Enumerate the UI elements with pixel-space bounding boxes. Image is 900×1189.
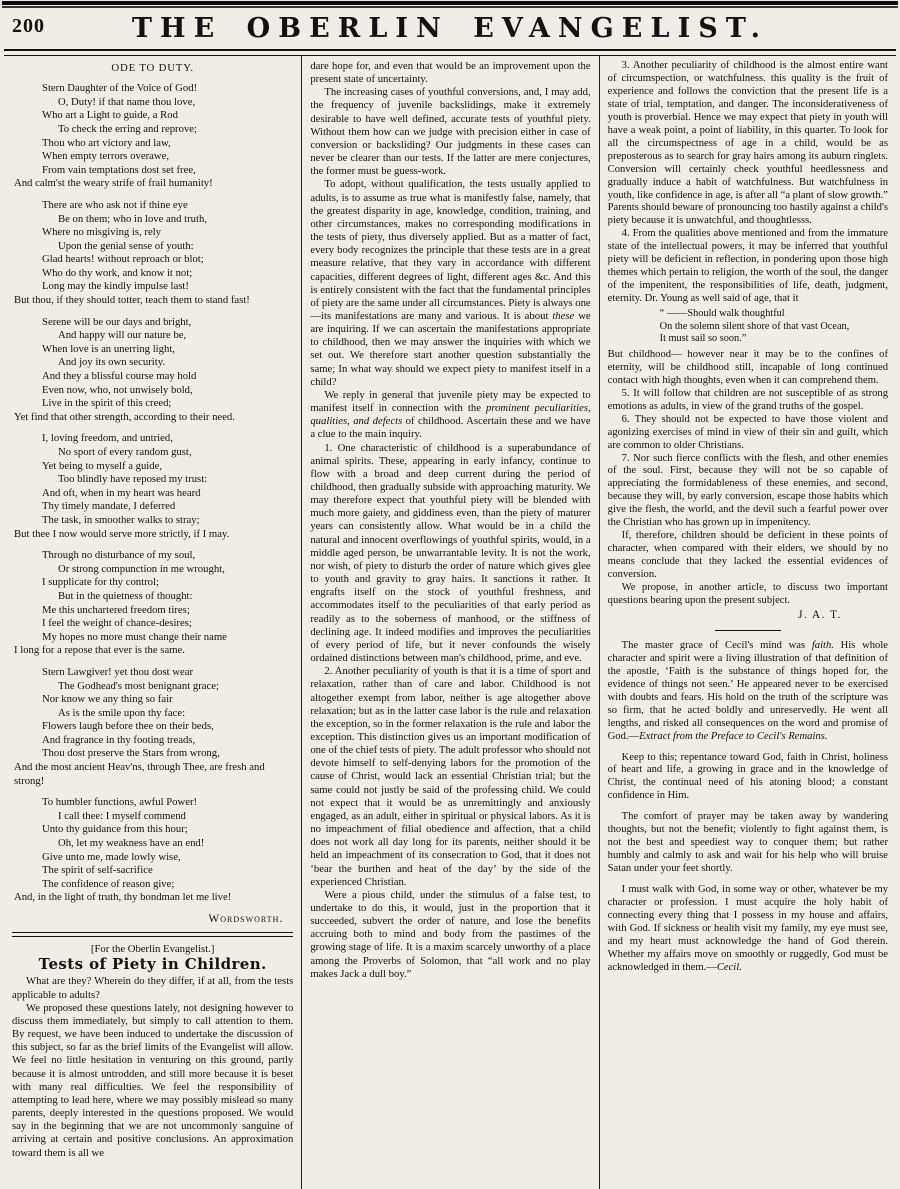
- poem-line: When love is an unerring light,: [42, 342, 175, 355]
- poem-line: Be on them; who in love and truth,: [58, 212, 208, 225]
- poem-line: Glad hearts! without reproach or blot;: [42, 253, 204, 266]
- paragraph: dare hope for, and even that would be an improvement upon the present state of uncertainty.: [310, 60, 591, 86]
- poem-line: Long may the kindly impulse last!: [42, 280, 189, 293]
- poem-line: The Godhead's most benignant grace;: [58, 679, 220, 692]
- verse-quote: [660, 308, 888, 346]
- paragraph: Keep to this; repentance toward God, faith in Christ, holiness of heart and life, a growing in grace and in the knowledge of Christ, the continual need of his atoning blood; a constant confidence in Him.: [607, 751, 888, 802]
- poem-line: I feel the weight of chance-desires;: [42, 617, 192, 630]
- paragraph: We reply in general that juvenile piety may be expected to manifest itself in connection with the prominent peculiarities, qualities, and defects of childhood. Ascertain these and we have a clue to the main inquiry.: [310, 388, 591, 441]
- poem-line: No sport of every random gust,: [58, 446, 192, 458]
- poem-line: O, Duty! if that name thou love,: [58, 95, 196, 108]
- poem-line: The confidence of reason give;: [42, 877, 175, 890]
- poem-stanza-1: [12, 82, 293, 191]
- paragraph: Were a pious child, under the stimulus of a false test, to undertake to do this, it would, just in the proportion that it succeeded, subvert the order of nature, and lose the benefits accruing both to mind and body from the pastimes of the growing stage of life. It is a maxim scarcely unworthy of a place among the Proverbs of Solomon, that “all work and no play makes Jack a dull boy.”: [310, 888, 591, 980]
- paragraph: We proposed these questions lately, not designing however to discuss them immediately, but simply to call attention to them. By request, we have been induced to undertake the discussion of this subject, so far as the brief limits of the Evangelist will allow. We feel no little hesitation in venturing on this ground, partly because it is almost untrodden, and still more because it is beset with many real difficulties. We feel the responsibility of attempting to lead here, where we may possibly mislead so many parents, deeply interested in the questions proposed. We would say in the beginning that we are not uncommonly sanguine of arriving at certain and positive conclusions. An approximation toward them is all we: [12, 1001, 294, 1159]
- poem-line: And fragrance in thy footing treads,: [42, 733, 196, 746]
- poem-line: And calm'st the weary strife of frail humanity!: [14, 177, 213, 190]
- article-tests-of-piety: [12, 943, 293, 1160]
- poem-line: My hopes no more must change their name: [42, 630, 227, 643]
- paragraph: 6. They should not be expected to have those violent and agonizing exercises of mind in view of their sin and guilt, which are common to older Christians.: [607, 413, 888, 451]
- newspaper-page: [0, 1, 900, 1188]
- poem-title: ODE TO DUTY.: [111, 62, 194, 74]
- poem-line: I long for a repose that ever is the same.: [14, 644, 185, 657]
- poem-stanza-5: [12, 549, 293, 658]
- poem-line: And, in the light of truth, thy bondman let me live!: [14, 891, 232, 904]
- poem-line: Yet find that other strength, according to their need.: [14, 410, 235, 423]
- poem-line: Live in the spirit of this creed;: [42, 397, 172, 410]
- poem-line: And joy its own security.: [58, 356, 166, 369]
- poem-line: As is the smile upon thy face:: [58, 706, 186, 719]
- poem-line: Thy timely mandate, I deferred: [42, 500, 176, 513]
- paragraph: The increasing cases of youthful conversions, and, I may add, the frequency of juvenile backslidings, make it extremely desirable to have well defined, accurate tests of youthful piety. Without them how can we judge with precision either in case of conversion or backsliding? Our judgments in these cases can never be clearer than our tests. If the latter are mere conjectures, the former must be guess-work.: [310, 86, 591, 178]
- masthead-title: THE OBERLIN EVANGELIST.: [131, 13, 769, 44]
- poem-line: And happy will our nature be,: [58, 329, 187, 342]
- column-1: [4, 56, 301, 1189]
- poem-line: Thou who art victory and law,: [42, 136, 171, 149]
- poem-line: Stern Lawgiver! yet thou dost wear: [42, 665, 194, 678]
- poem-line: Thou dost preserve the Stars from wrong,: [42, 747, 220, 760]
- column-layout: [4, 56, 896, 1189]
- article-dateline: [For the Oberlin Evangelist.]: [90, 943, 215, 956]
- poem-line: Give unto me, made lowly wise,: [42, 850, 181, 863]
- paragraph: We propose, in another article, to discuss two important questions bearing upon the present subject.: [607, 582, 888, 606]
- poem-line: But in the quietness of thought:: [58, 589, 193, 602]
- poem-line: To humbler functions, awful Power!: [42, 796, 198, 809]
- poem-line: Me this unchartered freedom tires;: [42, 603, 190, 616]
- article-signature: J. A. T.: [798, 608, 842, 621]
- article-title: Tests of Piety in Children.: [38, 955, 267, 974]
- paragraph: 7. Nor such fierce conflicts with the flesh, and other enemies of the soul. First, because they will not be so capable of appreciating the formidableness of these enemies, and second, because they will, by early conversion, escape those habits which give the flesh, the world, and the devil such a fearful power over the Christian who has grown up in impenitency.: [607, 452, 888, 529]
- column-2: [301, 56, 598, 1189]
- poem-line: Flowers laugh before thee on their beds,: [42, 720, 214, 733]
- cecil-extracts: [608, 640, 888, 975]
- poem-line: The spirit of self-sacrifice: [42, 864, 153, 877]
- paragraph: 2. Another peculiarity of youth is that it is a time of sport and relaxation, rather than of care and labor. Childhood is not altogether exempt from labor, neither is age altogether above relaxation; but as in the latter case labor is the rule and relaxation the exception, so in the former relaxation is the rule and labor the exception. This distinction gives us an important modification of one of the chief tests of piety. The adult professor who should not devote himself to self-denying labors for the promotion of the cause of Christ, would lack an essential Christian trial; but the same could not justly be said of the professing child. We could not expect that it would be as unremittingly and anxiously engaged, as an adult, either in spiritual or physical labors. As it is no impeachment of filial obedience and affection, that a child does not work all day long for its parents, neither should it be held an impeachment of its consecration to God, that it does not ‘bear the burthen and heat of the day’ by the side of the experienced Christian.: [310, 665, 591, 888]
- poem-attribution: Wordsworth.: [208, 913, 284, 925]
- section-divider: [12, 932, 293, 937]
- short-rule-divider: [715, 630, 781, 631]
- poem-line: I supplicate for thy control;: [42, 576, 159, 589]
- verse-line: It must sail so soon.”: [659, 333, 747, 345]
- verse-line: “ ——Should walk thoughtful: [659, 308, 785, 320]
- poem-line: Even now, who, not unwisely bold,: [42, 383, 193, 396]
- verse-line: On the solemn silent shore of that vast Ocean,: [659, 320, 850, 332]
- poem-stanza-3: [12, 316, 293, 425]
- article-continuation-blocks-a: [608, 60, 888, 306]
- header-rule: [4, 49, 896, 56]
- poem-line: But thee I now would serve more strictly, if I may.: [14, 527, 230, 540]
- poem-line: But thou, if they should totter, teach them to stand fast!: [14, 294, 250, 307]
- poem-stanza-7: [12, 796, 293, 905]
- article-continuation-blocks-b: [608, 349, 888, 608]
- paragraph: If, therefore, children should be deficient in these points of character, when compared with their elders, we should by no means conclude that they lacked the essential evidences of conversion.: [607, 530, 888, 581]
- poem-line: Yet being to myself a guide,: [42, 459, 163, 472]
- paragraph: 4. From the qualities above mentioned and from the immature state of the intellectual powers, it may be inferred that youthful piety will be deficient in reflection, in pondering upon those high themes which pertain to religion, the worth of the soul, the danger of the impenitent, the responsibilities of life, death, judgment, eternity. Dr. Young as well said of age, that it: [607, 228, 888, 305]
- poem-ode-to-duty: [12, 62, 293, 926]
- poem-line: And the most ancient Heav'ns, through Thee, are fresh and strong!: [14, 761, 265, 787]
- paragraph: What are they? Wherein do they differ, if at all, from the tests applicable to adults?: [12, 975, 294, 1001]
- poem-line: When empty terrors overawe,: [42, 150, 170, 163]
- paragraph: But childhood— however near it may be to the confines of eternity, will be childhood still, incapable of long continued contact with high thoughts, even when it can comprehend them.: [607, 348, 888, 386]
- column-3: [599, 56, 896, 1189]
- poem-line: And they a blissful course may hold: [42, 370, 197, 383]
- poem-line: Or strong compunction in me wrought,: [58, 562, 225, 575]
- poem-line: Too blindly have reposed my trust:: [58, 473, 208, 486]
- poem-line: And oft, when in my heart was heard: [42, 486, 201, 499]
- poem-line: Who do thy work, and know it not;: [42, 266, 193, 279]
- paragraph: To adopt, without qualification, the tests usually applied to adults, is to assume as true what is manifestly false, namely, that the greatest disparity in age, knowledge, condition, training, and other circumstances, makes no corresponding modifications in the tests of piety, thus diversely applied. But as a matter of fact, every body recognizes the principle that these tests are in a great measure relative, that they vary in accordance with different capacities, different degrees of light, different ages &c. And this is entirely consistent with the fact that the fundamental principles of piety are the same under all circumstances. Piety is always one—its manifestations are many and various. It is about these we are inquiring. If we can ascertain the manifestations appropriate to childhood, then we may answer the inquiries with which we set out. We therefore start another question substantially the same; In what way should we expect piety to manifest itself in a child?: [310, 178, 591, 388]
- poem-line: Upon the genial sense of youth:: [58, 239, 194, 252]
- poem-line: Stern Daughter of the Voice of God!: [42, 82, 198, 95]
- paragraph: 5. It will follow that children are not susceptible of as strong emotions as adults, in view of the grand truths of the gospel.: [607, 387, 888, 412]
- poem-line: From vain temptations dost set free,: [42, 163, 196, 176]
- paragraph: 1. One characteristic of childhood is a superabundance of animal spirits. These, appearing in early infancy, continue to flow with a broad and deep current during the period of childhood, then gradually subside with approaching maturity. We may therefore expect that youthful piety will be blended with much more gaiety, and giddiness even, than the piety of maturer years can consistently allow. What would be in a child the natural and innocent overflowings of youthful spirits, would, in a middle aged person, be unwarrantable levity. It is not the work, nor wish, of piety to disturb the order of nature which gives glee to youth and gravity to gray hairs. It sanctions it rather. It engrafts itself on the stock of youthful freshness, and accommodates itself to the peculiarities of that early period as readily as to the soberness of manhood, or the stiffness of declining age. It indeed modifies and improves the peculiarities of every period of life, but it never confounds the wisely ordained distinctions between man's childhood, prime, and eve.: [310, 441, 591, 665]
- poem-line: Nor know we any thing so fair: [42, 693, 173, 706]
- poem-line: Where no misgiving is, rely: [42, 226, 162, 239]
- poem-line: There are who ask not if thine eye: [42, 198, 188, 211]
- page-number: 200: [12, 15, 45, 37]
- poem-stanza-2: [12, 199, 293, 308]
- poem-line: Oh, let my weakness have an end!: [58, 837, 205, 850]
- poem-line: Serene will be our days and bright,: [42, 315, 192, 328]
- poem-stanza-6: [12, 666, 293, 788]
- article-paragraphs: [12, 975, 293, 1159]
- paragraph: The comfort of prayer may be taken away by wandering thoughts, but not the benefit; violently to fight against them, is not the best and speediest way to conquer them; but rather humbly and calmly to ask and wait for his help who will bruise Satan under your feet shortly.: [607, 811, 888, 875]
- poem-stanza-4: [12, 432, 293, 541]
- poem-line: Through no disturbance of my soul,: [42, 549, 196, 562]
- poem-line: To check the erring and reprove;: [58, 122, 198, 135]
- paragraph: I must walk with God, in some way or other, whatever be my character or profession. I must acquire the holy habit of connecting every thing that I possess in my house and affairs, with God. If sickness or health visit my family, my eye must see, and my heart must acknowledge the hand of God therein. Whether my affairs move on smoothly or ruggedly, God must be acknowledged in them.—Cecil.: [607, 884, 888, 973]
- poem-line: The task, in smoother walks to stray;: [42, 513, 200, 526]
- poem-line: Unto thy guidance from this hour;: [42, 823, 188, 836]
- poem-line: I call thee: I myself commend: [58, 809, 186, 822]
- page-header: [4, 6, 896, 48]
- poem-line: Who art a Light to guide, a Rod: [42, 109, 178, 122]
- paragraph: 3. Another peculiarity of childhood is the almost entire want of circumspection, or watchfulness. this quality is the fruit of experience and follows the conviction that the present life is a state of trial, temptation, and danger. The inconsiderativeness of youth is proverbial. Hence we may expect that piety in youth will have a weak point, a point of liability, in this quarter. To look for all the circumspectness of age in a child, would be as preposterous as to search for gray hairs among its auburn ringlets. Conversion will certainly check youthful heedlessness and gradually induce a habit of watchfulness. But watchfulness in youth, like confidence in age, is after all “a plant of slow growth.” Parents should beware of pronouncing too hastily against a child's piety because it is unwatchful, and thoughtlesss.: [607, 60, 889, 227]
- paragraph: The master grace of Cecil's mind was faith. His whole character and spirit were a living illustration of that definition of the apostle, ‘Faith is the substance of things hoped for, the evidence of things not seen.’ He appeared never to be exercised with doubts and fears. His hold on the truth of the scripture was so firm, that he acted boldly and unreservedly. He went all lengths, and risked all consequences on the word and promise of God.—Extract from the Preface to Cecil's Remains.: [607, 639, 888, 742]
- poem-line: I, loving freedom, and untried,: [42, 432, 173, 445]
- article-continuation: [310, 60, 590, 981]
